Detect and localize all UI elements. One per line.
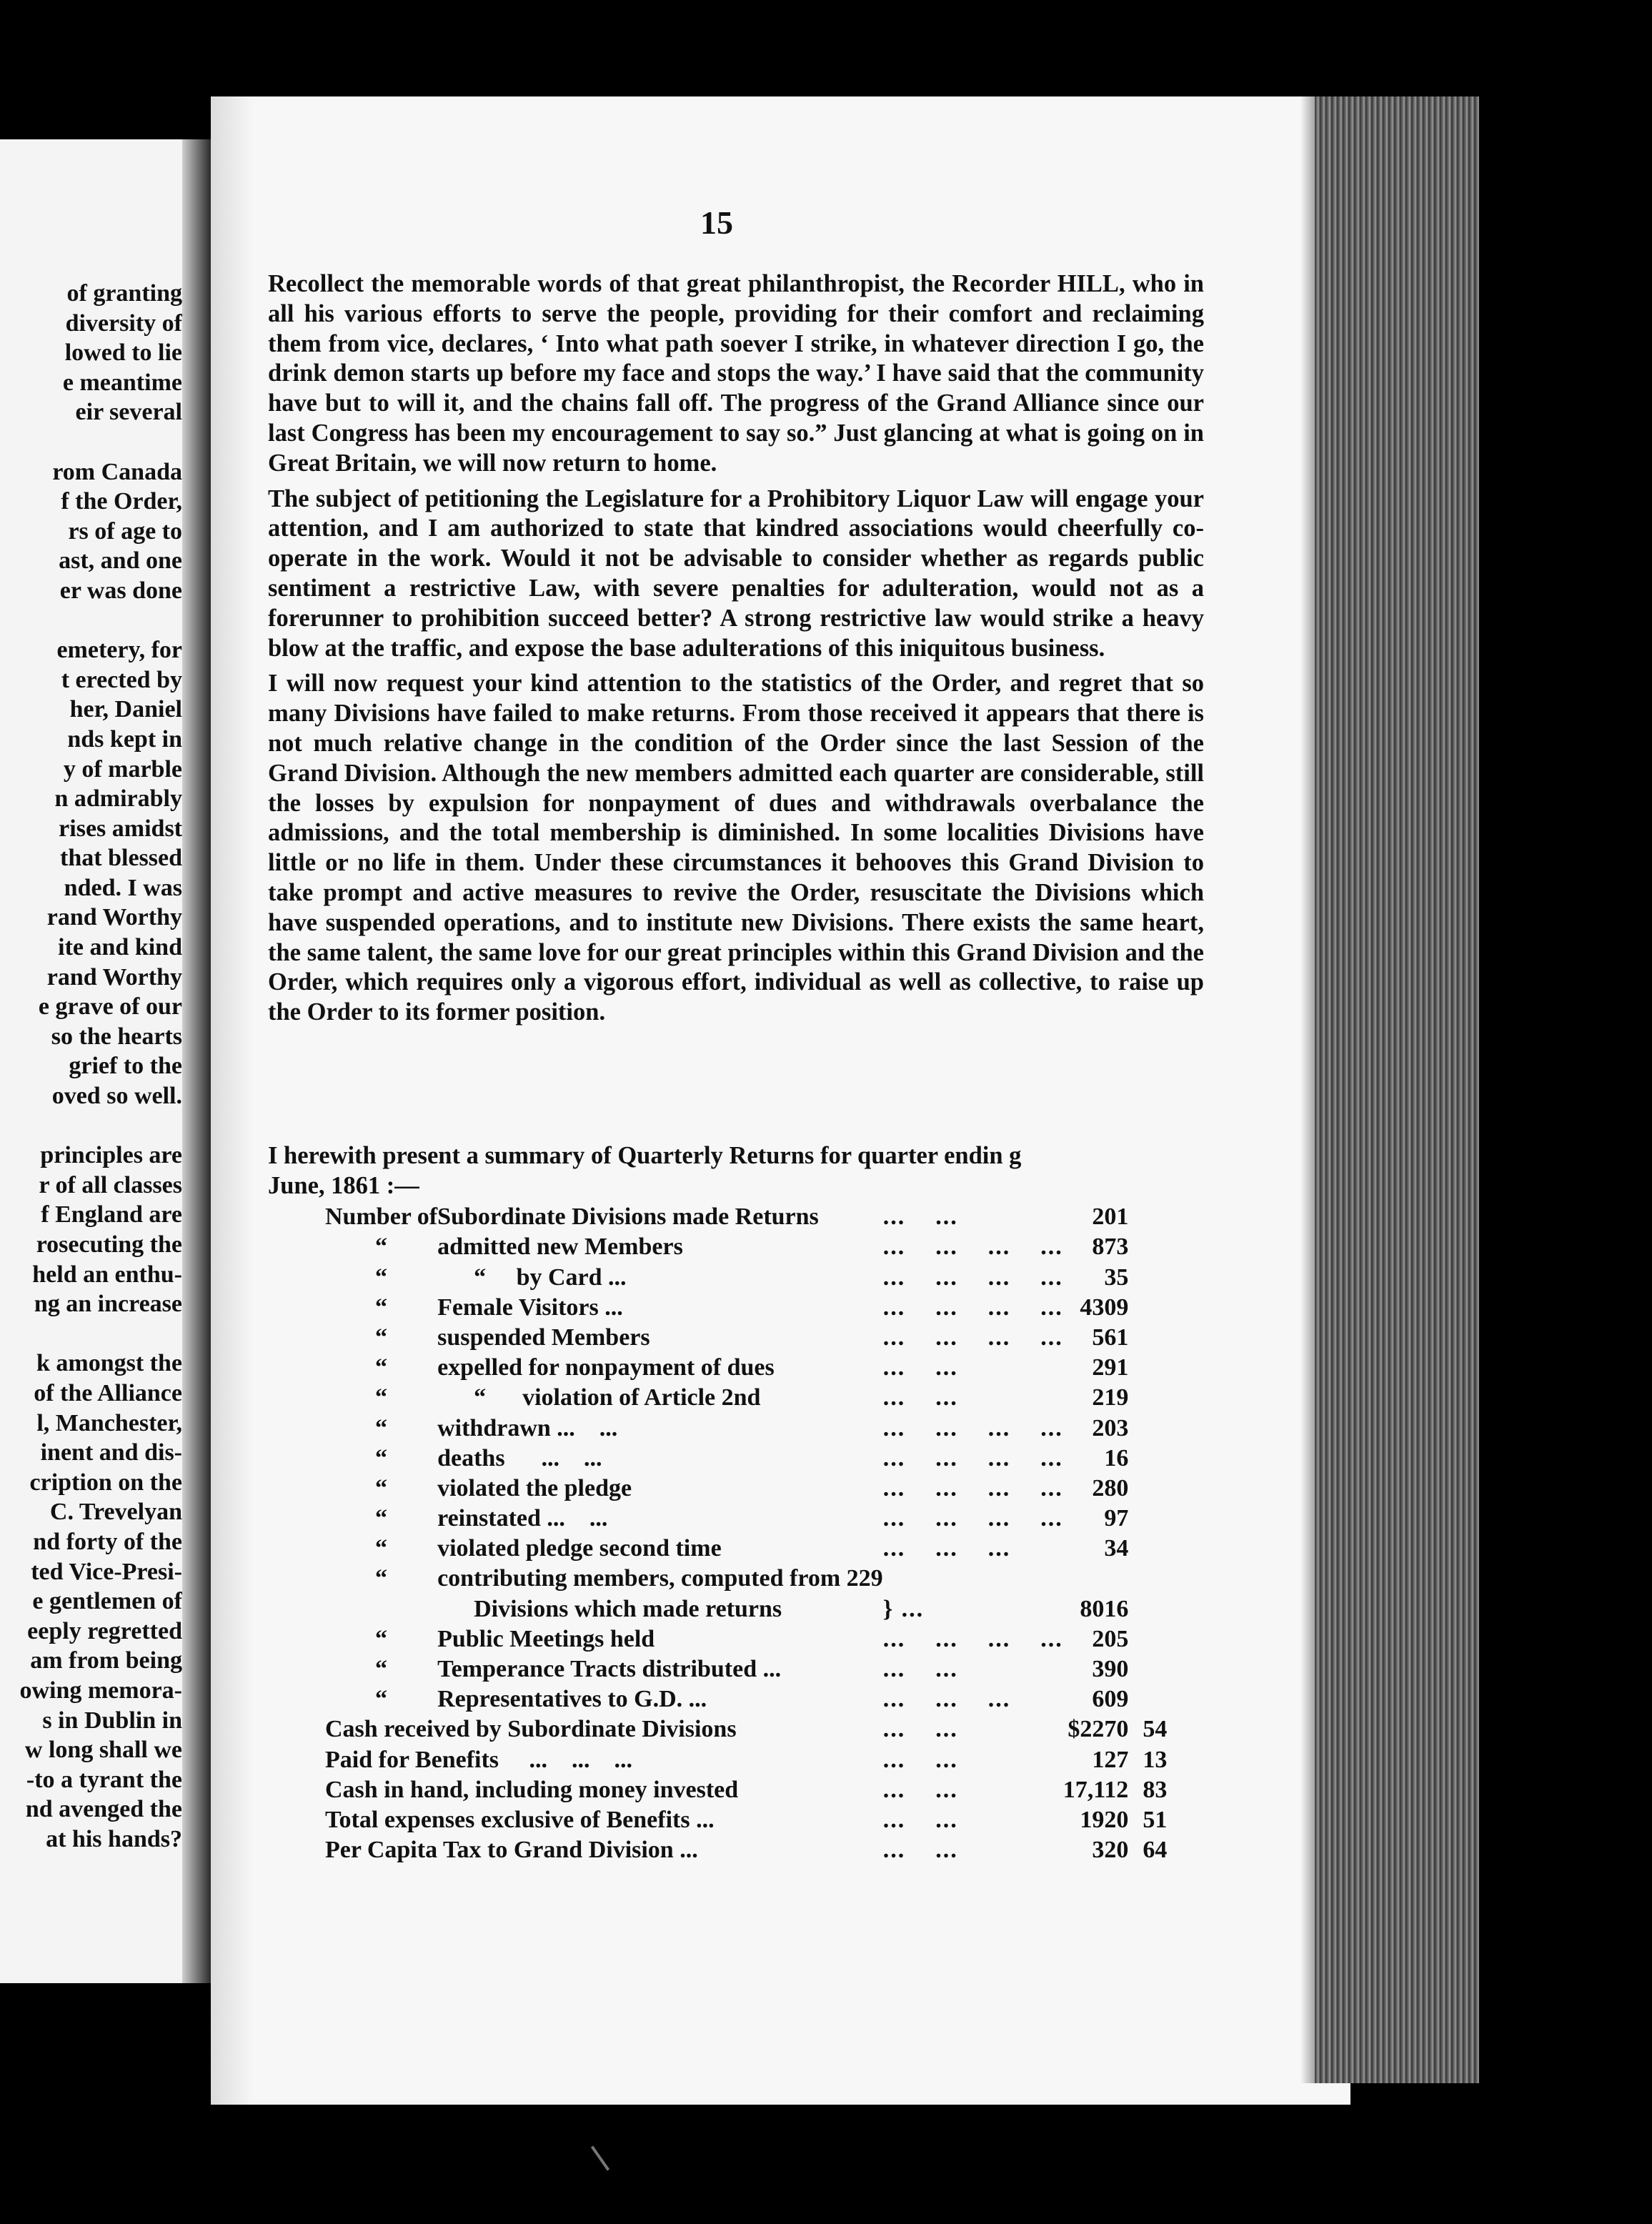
table-row — [325, 1291, 1171, 1321]
row-value: 8016 — [1080, 1595, 1129, 1622]
row-label: Temperance Tracts distributed ... — [437, 1656, 782, 1682]
row-cents — [1133, 1653, 1171, 1683]
row-cents — [1133, 1562, 1171, 1592]
row-value: 609 — [1092, 1686, 1129, 1713]
table-row — [325, 1231, 1171, 1261]
facing-page-text — [0, 279, 182, 1854]
facing-page-line — [0, 1111, 182, 1141]
row-value: 97 — [1104, 1505, 1129, 1532]
row-value: 390 — [1092, 1656, 1129, 1682]
paragraph: The subject of petitioning the Legislature for a Prohibitory Liquor Law will engage your attention, and I am authorized to state that kindred associations would cheerfully co-operate in the work. Would it not be advisable to consider whether as regards public sentiment a restrictive Law, with severe penalties for adulteration, would not as a forerunner to prohibition succeed better? A strong restrictive law would strike a heavy blow at the traffic, and expose the base adulterations of this iniquitous business. — [268, 485, 1204, 662]
row-prefix: “ — [375, 1354, 388, 1381]
facing-page-line: inent and dis- — [40, 1439, 182, 1466]
row-prefix — [325, 1592, 437, 1622]
row-label: Per Capita Tax to Grand Division ... — [325, 1837, 698, 1864]
facing-page-line: that blessed — [60, 845, 182, 872]
facing-page-line: diversity of — [65, 309, 182, 337]
facing-page-line — [0, 427, 182, 457]
row-prefix: “ — [375, 1384, 388, 1411]
row-value: 4309 — [1080, 1294, 1129, 1321]
table-row — [325, 1532, 1171, 1562]
facing-page-line: oved so well. — [51, 1083, 182, 1110]
row-leader: ... ... — [882, 1716, 958, 1743]
row-prefix: “ — [375, 1444, 388, 1471]
facing-page-line: l, Manchester, — [36, 1409, 182, 1436]
table-row — [325, 1351, 1171, 1381]
table-row — [325, 1321, 1171, 1351]
row-value: 291 — [1092, 1354, 1129, 1381]
row-value: 16 — [1104, 1444, 1129, 1471]
row-value: 219 — [1092, 1384, 1129, 1411]
row-cents: 54 — [1143, 1716, 1168, 1743]
row-leader: ... ... — [882, 1354, 958, 1381]
row-cents — [1133, 1201, 1171, 1231]
facing-page-line: held an enthu- — [32, 1261, 182, 1288]
row-leader: ... ... ... ... — [882, 1505, 1063, 1532]
facing-page-line: so the hearts — [51, 1023, 182, 1050]
table-row — [325, 1774, 1171, 1804]
facing-page-line: emetery, for — [56, 637, 182, 664]
facing-page-line: f the Order, — [61, 488, 182, 515]
row-leader: ... ... — [882, 1746, 958, 1773]
row-prefix: “ — [375, 1233, 388, 1261]
row-label: Total expenses exclusive of Benefits ... — [325, 1806, 715, 1833]
row-prefix: “ — [375, 1324, 388, 1351]
facing-page-line: y of marble — [63, 755, 182, 783]
row-value: 17,112 — [1063, 1776, 1129, 1803]
row-leader: ... ... ... — [882, 1686, 1011, 1713]
book-page-edges — [1315, 96, 1479, 2083]
table-row — [325, 1592, 1171, 1622]
facing-page-line: cription on the — [29, 1469, 182, 1496]
facing-page-line: nd avenged the — [25, 1796, 182, 1823]
facing-page-line: ted Vice-Presi- — [31, 1558, 182, 1585]
row-leader: ... ... — [882, 1203, 958, 1231]
facing-page-line: eeply regretted — [27, 1617, 182, 1644]
row-label: suspended Members — [437, 1324, 650, 1351]
table-row — [325, 1562, 1171, 1592]
facing-page-line: nds kept in — [67, 725, 182, 753]
facing-page-line: C. Trevelyan — [49, 1499, 182, 1526]
facing-page-line: her, Daniel — [69, 696, 182, 723]
row-label: Subordinate Divisions made Returns — [437, 1203, 819, 1231]
row-leader: ... ... — [882, 1656, 958, 1682]
row-label: expelled for nonpayment of dues — [437, 1354, 775, 1381]
row-value — [1063, 1562, 1133, 1592]
row-prefix: “ — [375, 1414, 388, 1441]
row-prefix: “ — [375, 1474, 388, 1501]
table-row — [325, 1261, 1171, 1291]
facing-page-line: rom Canada — [52, 458, 182, 485]
facing-page-line: lowed to lie — [64, 339, 182, 367]
row-label: Public Meetings held — [437, 1625, 655, 1652]
row-value: 320 — [1092, 1837, 1129, 1864]
row-prefix: “ — [375, 1264, 388, 1291]
facing-page-line: ite and kind — [58, 934, 182, 961]
row-value: 873 — [1092, 1233, 1129, 1261]
facing-page-line: k amongst the — [36, 1350, 182, 1377]
facing-page-line: rand Worthy — [46, 963, 182, 991]
facing-page-line: rand Worthy — [46, 904, 182, 931]
row-label: contributing members, computed from 229 — [437, 1565, 883, 1592]
row-label: Cash in hand, including money invested — [325, 1776, 739, 1803]
row-prefix: “ — [375, 1625, 388, 1652]
row-leader: ... ... ... ... — [882, 1264, 1063, 1291]
table-row — [325, 1623, 1171, 1653]
gutter-shadow — [182, 139, 211, 1983]
row-cents — [1133, 1502, 1171, 1532]
row-value: 201 — [1092, 1203, 1129, 1231]
row-cents — [1133, 1442, 1171, 1472]
facing-page-line: rises amidst — [59, 815, 182, 842]
row-label: “ violation of Article 2nd — [437, 1384, 761, 1411]
row-value: 203 — [1092, 1414, 1129, 1441]
row-label: admitted new Members — [437, 1233, 683, 1261]
row-cents — [1133, 1261, 1171, 1291]
row-label: reinstated ... ... — [437, 1505, 608, 1532]
row-leader: ... ... ... — [882, 1535, 1011, 1562]
row-label: violated the pledge — [437, 1474, 632, 1501]
row-cents — [1133, 1592, 1171, 1622]
returns-table — [325, 1201, 1171, 1864]
row-value: 127 — [1092, 1746, 1129, 1773]
row-leader: ... ... ... ... — [882, 1474, 1063, 1501]
facing-page-line: ng an increase — [34, 1291, 182, 1318]
row-leader: ... ... — [882, 1776, 958, 1803]
row-leader: } ... — [882, 1595, 925, 1622]
facing-page-line — [0, 606, 182, 636]
paragraph: Recollect the memorable words of that great philanthropist, the Recorder HILL, who in all his various efforts to serve the people, providing for their comfort and reclaiming them from vice, declares, ‘ Into what path soever I strike, in whatever direction I go, the drink demon starts up before my face and stops the way.’ I have said that the community have but to will it, and the chains fall off. The progress of the Grand Alliance since our last Congress has been my encouragement to say so.” Just glancing at what is going on in Great Britain, we will now return to home. — [268, 270, 1204, 477]
row-leader: ... ... ... ... — [882, 1625, 1063, 1652]
row-label: “ by Card ... — [437, 1264, 627, 1291]
row-cents — [1133, 1381, 1171, 1411]
facing-page-line: ast, and one — [59, 547, 182, 575]
facing-page-line: of granting — [66, 280, 182, 307]
row-cents: 13 — [1143, 1746, 1168, 1773]
table-row — [325, 1653, 1171, 1683]
facing-page — [0, 139, 182, 1983]
facing-page-line: er was done — [59, 577, 182, 604]
scan-border — [211, 2105, 1350, 2224]
row-leader: ... ... ... ... — [882, 1444, 1063, 1471]
row-cents: 64 — [1143, 1837, 1168, 1864]
row-label: Paid for Benefits ... ... ... — [325, 1746, 633, 1773]
row-cents — [1133, 1532, 1171, 1562]
row-label: Cash received by Subordinate Divisions — [325, 1716, 737, 1743]
table-row — [325, 1683, 1171, 1713]
facing-page-line: of the Alliance — [34, 1379, 182, 1406]
facing-page-line: at his hands? — [46, 1825, 182, 1852]
returns-intro — [268, 1141, 1218, 1201]
row-prefix: “ — [375, 1565, 388, 1592]
row-leader: ... ... — [882, 1837, 958, 1864]
row-cents — [1133, 1623, 1171, 1653]
facing-page-line: -to a tyrant the — [26, 1766, 182, 1793]
row-leader: ... ... ... ... — [882, 1414, 1063, 1441]
row-label: Female Visitors ... — [437, 1294, 623, 1321]
row-label: withdrawn ... ... — [437, 1414, 618, 1441]
row-leader: ... ... ... ... — [882, 1233, 1063, 1261]
row-value: 35 — [1104, 1264, 1129, 1291]
facing-page-line: e gentlemen of — [32, 1588, 182, 1615]
row-value: 205 — [1092, 1625, 1129, 1652]
facing-page-line: w long shall we — [24, 1737, 182, 1764]
row-cents — [1133, 1472, 1171, 1502]
facing-page-line: nd forty of the — [33, 1528, 182, 1555]
row-cents — [1133, 1351, 1171, 1381]
table-row — [325, 1201, 1171, 1231]
table-row — [325, 1713, 1171, 1743]
facing-page-line: rs of age to — [68, 517, 182, 545]
table-row — [325, 1502, 1171, 1532]
table-row — [325, 1804, 1171, 1834]
row-leader: ... ... ... ... — [882, 1324, 1063, 1351]
row-prefix: “ — [375, 1505, 388, 1532]
row-prefix: Number of — [325, 1203, 438, 1231]
row-value: $2270 — [1068, 1716, 1129, 1743]
table-row — [325, 1411, 1171, 1441]
row-prefix: “ — [375, 1686, 388, 1713]
row-label: Representatives to G.D. ... — [437, 1686, 707, 1713]
table-row — [325, 1381, 1171, 1411]
table-row — [325, 1834, 1171, 1864]
facing-page-line: t erected by — [61, 666, 182, 693]
facing-page-line: grief to the — [69, 1053, 182, 1080]
row-cents — [1133, 1683, 1171, 1713]
facing-page-line: s in Dublin in — [42, 1707, 182, 1734]
facing-page-line: am from being — [30, 1647, 182, 1674]
row-cents — [1133, 1411, 1171, 1441]
row-label: violated pledge second time — [437, 1535, 722, 1562]
facing-page-line — [0, 1319, 182, 1349]
body-text — [268, 269, 1204, 1028]
facing-page-line: nded. I was — [64, 874, 182, 901]
page-number: 15 — [700, 204, 733, 241]
facing-page-line: f England are — [41, 1201, 182, 1228]
row-cents: 51 — [1143, 1806, 1168, 1833]
facing-page-line: owing memora- — [19, 1677, 182, 1704]
row-prefix: “ — [375, 1294, 388, 1321]
paragraph: I will now request your kind attention to the statistics of the Order, and regret that so many Divisions have failed to make returns. From those received it appears that there is not much relative change in the condition of the Order since the last Session of the Grand Division. Although the new members admitted each quarter are considerable, still the losses by expulsion for nonpayment of dues and withdrawals overbalance the admissions, and the total membership is diminished. In some localities Divisions have little or no life in them. Under these circumstances it behooves this Grand Division to take prompt and active measures to revive the Order, resuscitate the Divisions which have suspended operations, and to institute new Divisions. There exists the same heart, the same talent, the same love for our great principles within this Grand Division and the Order, which requires only a vigorous effort, individual as well as collective, to raise up the Order to its former position. — [268, 670, 1204, 1026]
row-cents: 83 — [1143, 1776, 1168, 1803]
row-leader: ... ... — [882, 1806, 958, 1833]
row-leader: ... ... — [882, 1384, 958, 1411]
table-row — [325, 1472, 1171, 1502]
row-value: 1920 — [1080, 1806, 1129, 1833]
facing-page-line: principles are — [40, 1142, 182, 1169]
row-cents — [1133, 1231, 1171, 1261]
row-value: 280 — [1092, 1474, 1129, 1501]
row-value: 561 — [1092, 1324, 1129, 1351]
row-value: 34 — [1104, 1535, 1129, 1562]
table-row — [325, 1743, 1171, 1773]
row-prefix: “ — [375, 1656, 388, 1682]
row-cents — [1133, 1291, 1171, 1321]
facing-page-line: e meantime — [62, 369, 182, 396]
row-leader — [883, 1562, 1063, 1592]
row-prefix: “ — [375, 1535, 388, 1562]
facing-page-line: n admirably — [54, 785, 182, 813]
facing-page-line: rosecuting the — [36, 1231, 182, 1258]
intro-line: June, 1861 :— — [268, 1171, 419, 1199]
facing-page-line: r of all classes — [39, 1171, 182, 1198]
row-cents — [1133, 1321, 1171, 1351]
row-label: deaths ... ... — [437, 1444, 602, 1471]
row-label: Divisions which made returns — [437, 1595, 782, 1622]
table-row — [325, 1442, 1171, 1472]
facing-page-line: e grave of our — [38, 993, 182, 1021]
intro-line: I herewith present a summary of Quarterly Returns for quarter endin g — [268, 1142, 1022, 1169]
row-leader: ... ... ... ... — [882, 1294, 1063, 1321]
facing-page-line: eir several — [75, 399, 182, 426]
